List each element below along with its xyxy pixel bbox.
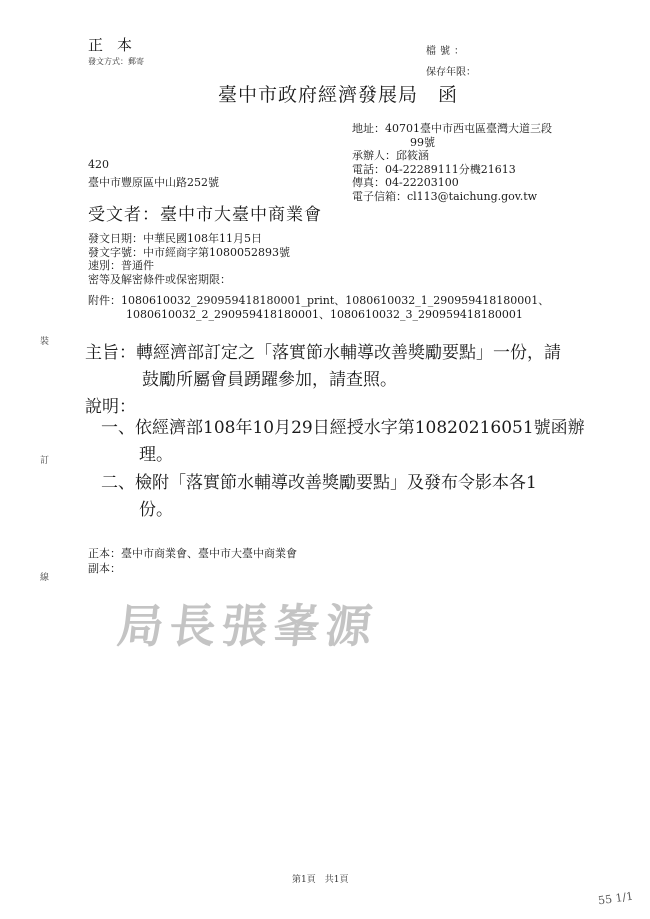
explanation-item-1: [101, 415, 585, 469]
subject: [85, 340, 561, 394]
document-number: 發文字號：中市經商字第1080052893號: [88, 245, 290, 259]
item-2-line: 二、檢附「落實節水輔導改善獎勵要點」及發布令影本各1: [101, 473, 537, 493]
document-title: 臺中市政府經濟發展局 函: [218, 84, 459, 106]
attachments-line-cont: 1080610032_2_290959418180001、1080610032_3_290959418180001: [126, 307, 523, 321]
speed-class: 速別：普通件: [88, 259, 154, 272]
sender-address-cont: 99號: [410, 135, 435, 149]
page-number: 第1頁 共1頁: [292, 875, 349, 885]
recipient: 受文者：臺中市大臺中商業會: [88, 205, 322, 225]
file-number-label: 檔號：: [426, 46, 468, 57]
binding-mark-top: 裝: [40, 337, 50, 347]
attachments: [88, 294, 549, 321]
explanation-heading: 說明：: [85, 397, 136, 417]
binding-mark-middle: 訂: [40, 456, 50, 466]
sender-address: 地址：40701臺中市西屯區臺灣大道三段: [352, 122, 552, 135]
director-signature-stamp: 局長張峯源: [114, 599, 381, 653]
item-1-line: 一、依經濟部108年10月29日經授水字第10820216051號函辦: [101, 418, 585, 438]
item-1-line-cont: 理。: [139, 445, 173, 465]
issue-date: 發文日期：中華民國108年11月5日: [88, 232, 262, 245]
email: 電子信箱：cl113@taichung.gov.tw: [352, 189, 538, 203]
security-level: 密等及解密條件或保密期限：: [88, 272, 231, 286]
attachments-line: 附件：1080610032_290959418180001_print、1080610032_1_290959418180001、: [88, 294, 550, 307]
sender-info-block: [352, 122, 552, 203]
original-recipients: 正本：臺中市商業會、臺中市大臺中商業會: [88, 547, 297, 560]
explanation-item-2: [101, 470, 537, 524]
handler: 承辦人：邱筱涵: [352, 149, 429, 162]
retention-period-label: 保存年限：: [426, 67, 476, 78]
document-meta: [88, 232, 290, 286]
binding-mark-bottom: 線: [40, 573, 50, 583]
send-method: 發文方式：郵寄: [88, 57, 144, 66]
handwritten-corner-mark: 55 1/1: [597, 889, 634, 908]
distribution-list: [88, 546, 297, 576]
phone: 電話：04-22289111分機21613: [352, 162, 516, 176]
copy-recipients: 副本：: [88, 562, 121, 575]
receiver-postcode: 420: [88, 158, 109, 171]
subject-line-cont: 鼓勵所屬會員踴躍參加，請查照。: [142, 370, 397, 390]
subject-line: 主旨：轉經濟部訂定之「落實節水輔導改善獎勵要點」一份，請: [85, 343, 561, 363]
copy-type-label: 正本: [88, 36, 147, 54]
item-2-line-cont: 份。: [139, 500, 173, 520]
receiver-address: 臺中市豐原區中山路252號: [88, 176, 219, 189]
fax: 傳真：04-22203100: [352, 176, 459, 189]
